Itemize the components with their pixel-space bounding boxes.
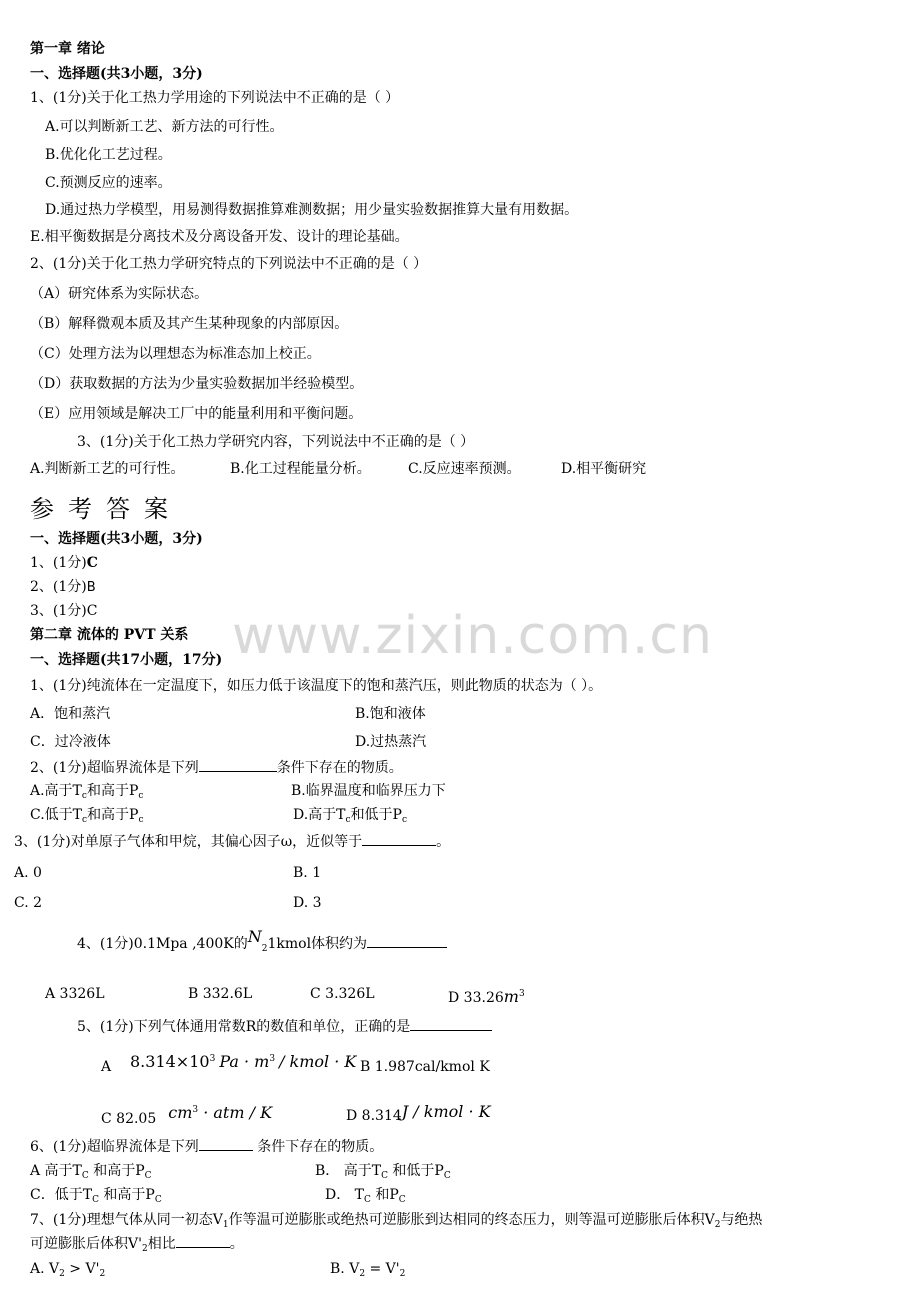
superscript: 3 — [269, 1054, 276, 1064]
ch1-q1-option-d: D.通过热力学模型，用易测得数据推算难测数据；用少量实验数据推算大量有用数据。 — [45, 202, 579, 218]
answer-2 — [30, 578, 96, 597]
subscript: C — [92, 1195, 99, 1205]
ch2-q4-stem-text2: 1kmol体积约为 — [267, 936, 368, 952]
answer-3 — [30, 602, 97, 620]
subscript: c — [401, 815, 408, 825]
ch1-q1-stem: 1、(1分)关于化工热力学用途的下列说法中不正确的是（ ） — [30, 90, 400, 106]
answer-2-prefix: 2、(1分) — [30, 579, 87, 595]
formula-n2: N — [247, 927, 262, 946]
ch2-q2-stem-text: 2、(1分)超临界流体是下列 — [30, 760, 199, 776]
ch2-q4-option-b: B 332.6L — [188, 986, 253, 1002]
ch2-q2-stem — [30, 759, 403, 777]
ch2-q7-stem-line1 — [30, 1211, 762, 1234]
formula-unit: J / kmol · K — [401, 1102, 491, 1121]
ch2-q6-a-text2: 和高于P — [88, 1163, 145, 1179]
ch1-q2-option-d: （D）获取数据的方法为少量实验数据加半经验模型。 — [30, 376, 364, 392]
ch2-q6-option-b — [315, 1162, 451, 1185]
chapter2-title: 第二章 流体的 PVT 关系 — [30, 627, 189, 643]
ch1-q1-option-e: E.相平衡数据是分离技术及分离设备开发、设计的理论基础。 — [30, 229, 409, 245]
ch2-q2-c-text2: 和高于P — [87, 807, 139, 823]
ch2-q2-option-b: B.临界温度和临界压力下 — [291, 783, 446, 799]
ch2-q2-d-text2: 和低于P — [350, 807, 402, 823]
superscript: 3 — [192, 1105, 199, 1115]
ch1-q3-option-b: B.化工过程能量分析。 — [230, 461, 371, 477]
ch1-q1-option-c: C.预测反应的速率。 — [45, 175, 172, 191]
ch2-q6-b-text: B． 高于T — [315, 1163, 382, 1179]
subscript: 2 — [59, 1269, 65, 1279]
ch1-q3-option-a: A.判断新工艺的可行性。 — [30, 461, 185, 477]
answer-blank — [410, 1018, 492, 1031]
ch2-q6-d-text: D． T — [325, 1187, 365, 1203]
ch2-q3-stem-text: 3、(1分)对单原子气体和甲烷，其偏心因子ω，近似等于 — [14, 834, 363, 850]
ch2-q1-option-a: A．饱和蒸汽 — [30, 706, 111, 722]
ch1-q3-option-c: C.反应速率预测。 — [408, 461, 521, 477]
subscript: c — [82, 815, 88, 825]
subscript: C — [364, 1195, 371, 1205]
subscript: c — [345, 815, 351, 825]
ch2-q7-text-e: 相比 — [147, 1236, 176, 1252]
subscript: c — [138, 791, 144, 801]
ch2-q4-option-d — [448, 985, 525, 1007]
ch2-q4-d-text: D 33.26 — [448, 990, 504, 1006]
ch2-q7-a-text2: > V' — [64, 1261, 100, 1277]
ch2-q7-option-b — [330, 1260, 405, 1283]
ch2-q2-a-text: A.高于T — [30, 783, 82, 799]
answer-blank — [362, 833, 436, 846]
ch2-q2-c-text: C.低于T — [30, 807, 83, 823]
ch1-q3-option-d: D.相平衡研究 — [561, 461, 647, 477]
ch2-q1-option-b: B.饱和液体 — [355, 706, 426, 722]
ch2-q2-option-c — [30, 806, 144, 829]
answer-3-value: C — [86, 603, 98, 619]
ch1-q1-option-b: B.优化化工艺过程。 — [45, 147, 172, 163]
answer-1 — [30, 554, 98, 572]
ch2-q6-d-text2: 和P — [370, 1187, 399, 1203]
ch2-q7-option-a — [30, 1260, 105, 1283]
subscript: 2 — [359, 1269, 366, 1279]
ch2-q7-text-f: 。 — [229, 1236, 244, 1252]
ch1-q2-option-b: （B）解释微观本质及其产生某种现象的内部原因。 — [30, 316, 349, 332]
ch2-q5-option-a-formula — [130, 1050, 356, 1072]
subscript: 1 — [222, 1220, 229, 1230]
answer-blank — [199, 1138, 253, 1151]
ch2-q7-b-text2: = V' — [365, 1261, 400, 1277]
ch2-q7-stem-line2 — [30, 1235, 244, 1258]
ch2-q6-stem-text: 6、(1分)超临界流体是下列 — [30, 1139, 199, 1155]
chapter1-section: 一、选择题(共3小题，3分) — [30, 66, 203, 82]
ch2-q6-stem-tail: 条件下存在的物质。 — [252, 1139, 384, 1155]
formula-unit2: · atm / K — [198, 1103, 273, 1122]
ch2-q4-option-a: A 3326L — [45, 986, 105, 1002]
ch1-q2-option-a: （A）研究体系为实际状态。 — [30, 286, 209, 302]
formula-unit2: / kmol · K — [279, 1052, 357, 1071]
ch2-q7-text-c: 与绝热 — [720, 1212, 763, 1228]
ch2-q5-option-c — [101, 1103, 273, 1128]
ch2-q4-stem — [77, 927, 447, 958]
ch1-q2-stem: 2、(1分)关于化工热力学研究特点的下列说法中不正确的是（ ） — [30, 256, 428, 272]
subscript: C — [398, 1195, 406, 1205]
formula-number: 8.314×10 — [130, 1052, 210, 1071]
ch1-q2-option-e: （E）应用领域是解决工厂中的能量利用和平衡问题。 — [30, 406, 363, 422]
formula-unit: cm — [168, 1103, 193, 1122]
ch2-q5-c-text: C 82.05 — [101, 1111, 157, 1127]
ch2-q6-option-a — [30, 1162, 152, 1185]
ch2-q3-option-a: A. 0 — [14, 865, 42, 881]
unit-m: m — [503, 987, 519, 1006]
ch2-q5-option-b: B 1.987cal/kmol K — [360, 1059, 490, 1075]
ch2-q4-option-c: C 3.326L — [310, 986, 375, 1002]
subscript: c — [138, 815, 144, 825]
ch2-q5-d-text: D 8.314 — [346, 1108, 402, 1124]
ch1-q2-option-c: （C）处理方法为以理想态为标准态加上校正。 — [30, 346, 321, 362]
ch2-q7-a-text: A. V — [30, 1261, 60, 1277]
ch2-q7-text-a: 7、(1分)理想气体从同一初态V — [30, 1212, 223, 1228]
chapter2-section: 一、选择题(共17小题，17分) — [30, 652, 223, 668]
ch2-q1-option-d: D.过热蒸汽 — [355, 734, 427, 750]
ch2-q7-b-text: B. V — [330, 1261, 360, 1277]
subscript: C — [381, 1171, 388, 1181]
answers-section: 一、选择题(共3小题，3分) — [30, 531, 203, 547]
ch2-q2-a-text2: 和高于P — [86, 783, 139, 799]
ch1-q1-option-a: A.可以判断新工艺、新方法的可行性。 — [45, 119, 284, 135]
subscript: 2 — [141, 1244, 148, 1254]
subscript: C — [443, 1171, 451, 1181]
ch2-q2-option-d — [293, 806, 407, 829]
ch2-q3-stem — [14, 833, 450, 851]
ch2-q4-stem-text: 4、(1分)0.1Mpa ,400K的 — [77, 936, 248, 952]
ch2-q6-option-c — [30, 1186, 162, 1209]
ch2-q7-text-b: 作等温可逆膨胀或绝热可逆膨胀到达相同的终态压力，则等温可逆膨胀后体积V — [228, 1212, 715, 1228]
ch2-q6-c-text: C．低于T — [30, 1187, 93, 1203]
ch2-q1-option-c: C．过冷液体 — [30, 734, 111, 750]
superscript: 3 — [518, 989, 525, 999]
ch2-q6-c-text2: 和高于P — [98, 1187, 155, 1203]
answer-blank — [199, 759, 277, 772]
formula-unit: Pa · m — [219, 1052, 270, 1071]
answer-1-value: C — [86, 555, 98, 571]
superscript: 3 — [209, 1054, 216, 1064]
subscript: 2 — [714, 1220, 721, 1230]
ch2-q7-text-d: 可逆膨胀后体积V' — [30, 1236, 142, 1252]
ch2-q6-stem — [30, 1138, 383, 1156]
ch2-q5-option-a-label: A — [101, 1059, 112, 1075]
answer-1-prefix: 1、(1分) — [30, 555, 87, 571]
answer-3-prefix: 3、(1分) — [30, 603, 87, 619]
ch2-q6-b-text2: 和低于P — [387, 1163, 444, 1179]
ch2-q1-stem: 1、(1分)纯流体在一定温度下，如压力低于该温度下的饱和蒸汽压，则此物质的状态为（ ）。 — [30, 678, 603, 694]
ch2-q2-option-a — [30, 782, 143, 805]
ch2-q3-option-d: D. 3 — [293, 895, 322, 911]
ch2-q5-option-d — [346, 1102, 491, 1125]
ch2-q2-d-text: D.高于T — [293, 807, 346, 823]
subscript: C — [144, 1171, 152, 1181]
answers-title: 参考答案 — [30, 495, 182, 523]
ch2-q6-option-d — [325, 1186, 406, 1209]
chapter1-title: 第一章 绪论 — [30, 41, 105, 57]
subscript: 2 — [399, 1269, 406, 1279]
ch2-q3-stem-tail: 。 — [436, 834, 451, 850]
ch2-q3-option-b: B. 1 — [293, 865, 322, 881]
answer-blank — [367, 935, 447, 948]
ch2-q5-stem — [77, 1018, 492, 1036]
subscript: C — [154, 1195, 162, 1205]
ch1-q3-stem: 3、(1分)关于化工热力学研究内容，下列说法中不正确的是（ ） — [77, 434, 475, 450]
subscript: 2 — [261, 944, 268, 954]
ch2-q6-a-text: A 高于T — [30, 1163, 82, 1179]
subscript: 2 — [99, 1269, 106, 1279]
watermark: www.zixin.com.cn — [232, 606, 713, 666]
subscript: C — [81, 1171, 89, 1181]
answer-blank — [176, 1235, 230, 1248]
answer-2-value: B — [86, 580, 96, 595]
ch2-q3-option-c: C. 2 — [14, 895, 43, 911]
subscript: c — [81, 791, 87, 801]
ch2-q5-stem-text: 5、(1分)下列气体通用常数R的数值和单位，正确的是 — [77, 1019, 411, 1035]
ch2-q2-stem-tail: 条件下存在的物质。 — [276, 760, 403, 776]
